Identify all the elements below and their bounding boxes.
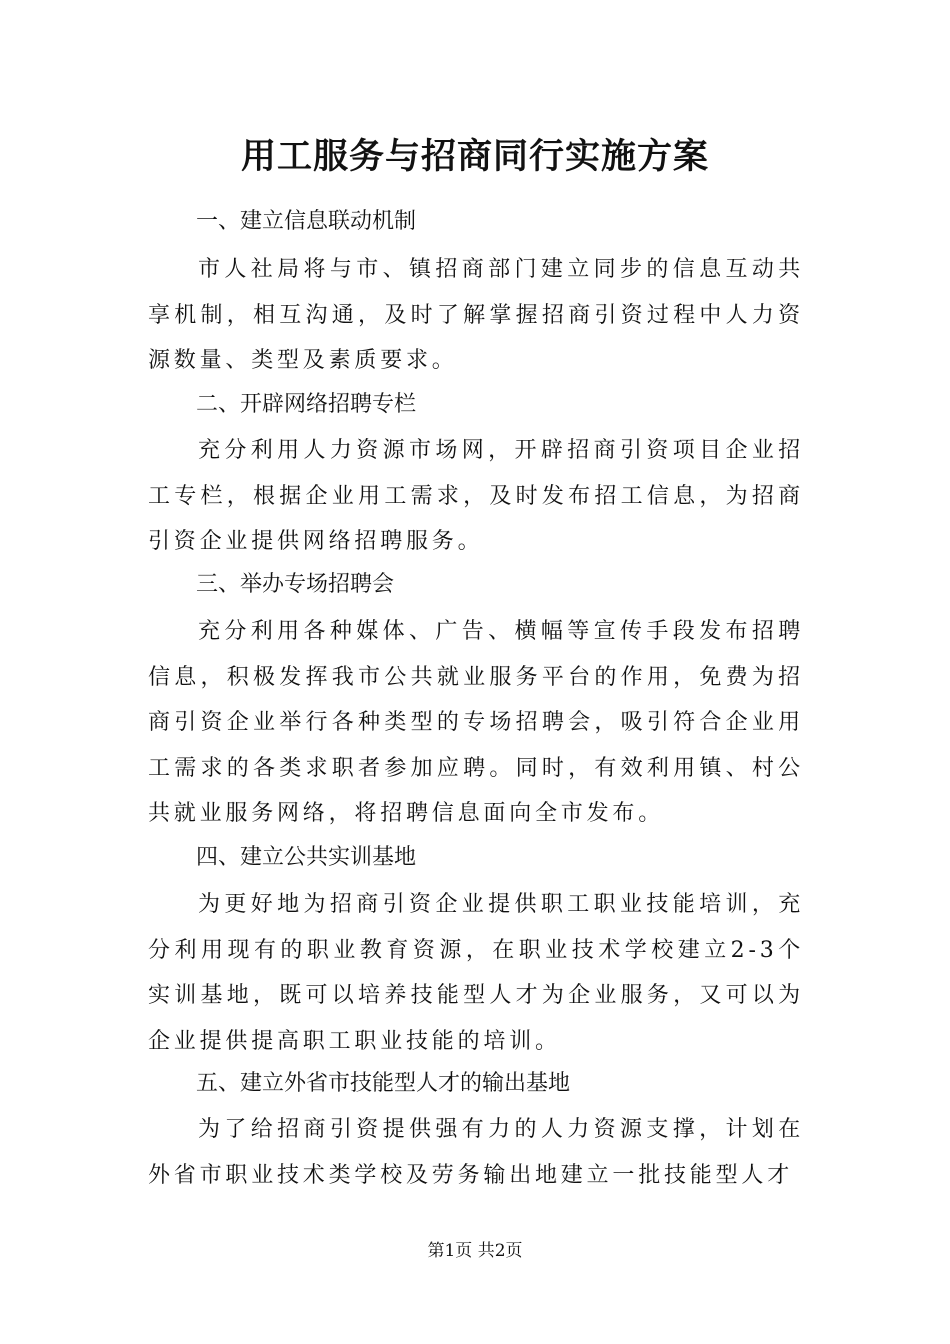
- section-5-heading: 五、建立外省市技能型人才的输出基地: [196, 1071, 571, 1096]
- section-4-body: 为更好地为招商引资企业提供职工职业技能培训，充分利用现有的职业教育资源，在职业技术学校建立2-3个实训基地，既可以培养技能型人才为企业服务，又可以为企业提供提高职工职业技能的培训。: [148, 892, 804, 1054]
- section-3-body: 充分利用各种媒体、广告、横幅等宣传手段发布招聘信息，积极发挥我市公共就业服务平台的作用，免费为招商引资企业举行各种类型的专场招聘会，吸引符合企业用工需求的各类求职者参加应聘。同时，有效利用镇、村公共就业服务网络，将招聘信息面向全市发布。: [148, 619, 804, 826]
- section-1-body: 市人社局将与市、镇招商部门建立同步的信息互动共享机制，相互沟通，及时了解掌握招商引资过程中人力资源数量、类型及素质要求。: [148, 257, 804, 373]
- document-title: 用工服务与招商同行实施方案: [240, 137, 709, 177]
- section-2-heading: 二、开辟网络招聘专栏: [196, 392, 417, 417]
- section-3-heading: 三、举办专场招聘会: [196, 572, 395, 597]
- section-1-heading: 一、建立信息联动机制: [196, 209, 417, 234]
- page-footer: 第1页 共2页: [427, 1241, 523, 1261]
- section-4-heading: 四、建立公共实训基地: [196, 845, 417, 870]
- section-5-body: 为了给招商引资提供强有力的人力资源支撑，计划在外省市职业技术类学校及劳务输出地建立一批技能型人才: [148, 1117, 804, 1188]
- section-2-body: 充分利用人力资源市场网，开辟招商引资项目企业招工专栏，根据企业用工需求，及时发布招工信息，为招商引资企业提供网络招聘服务。: [148, 438, 804, 554]
